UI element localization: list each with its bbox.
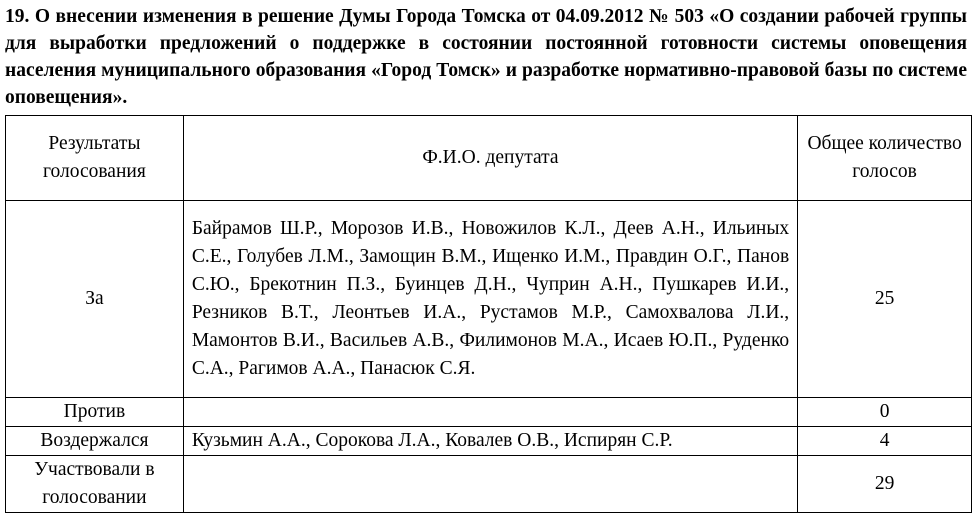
deputy-names [183, 456, 797, 513]
header-voting-results: Результаты голосования [6, 116, 184, 201]
result-label: Участвовали в голосовании [6, 456, 184, 513]
table-row-for [6, 201, 972, 398]
result-label: За [6, 201, 184, 398]
table-header-row [6, 116, 972, 201]
vote-count: 0 [798, 398, 972, 427]
deputy-names: Кузьмин А.А., Сорокова Л.А., Ковалев О.В., Испирян С.Р. [183, 427, 797, 456]
table-row-abstained [6, 427, 972, 456]
deputy-names [183, 398, 797, 427]
voting-results-table [5, 115, 972, 513]
result-label: Против [6, 398, 184, 427]
header-deputy-name: Ф.И.О. депутата [183, 116, 797, 201]
table-row-participated [6, 456, 972, 513]
result-label: Воздержался [6, 427, 184, 456]
vote-count: 4 [798, 427, 972, 456]
agenda-item-heading: 19. О внесении изменения в решение Думы Города Томска от 04.09.2012 № 503 «О создании рабочей группы для выработки предложений о поддержке в состоянии постоянной готовности системы оповещения населения муниципального образования «Город Томск» и разработке нормативно-правовой базы по системе оповещения». [5, 6, 967, 108]
vote-count: 29 [798, 456, 972, 513]
vote-count: 25 [798, 201, 972, 398]
header-total-votes: Общее количество голосов [798, 116, 972, 201]
table-row-against [6, 398, 972, 427]
deputy-names: Байрамов Ш.Р., Морозов И.В., Новожилов К.Л., Деев А.Н., Ильиных С.Е., Голубев Л.М., Замощин В.М., Ищенко И.М., Правдин О.Г., Панов С.Ю., Брекотнин П.З., Буинцев Д.Н., Чуприн А.Н., Пушкарев И.И., Резников В.Т., Леонтьев И.А., Рустамов М.Р., Самохвалова Л.И., Мамонтов В.И., Васильев А.В., Филимонов М.А., Исаев Ю.П., Руденко С.А., Рагимов А.А., Панасюк С.Я. [183, 201, 797, 398]
